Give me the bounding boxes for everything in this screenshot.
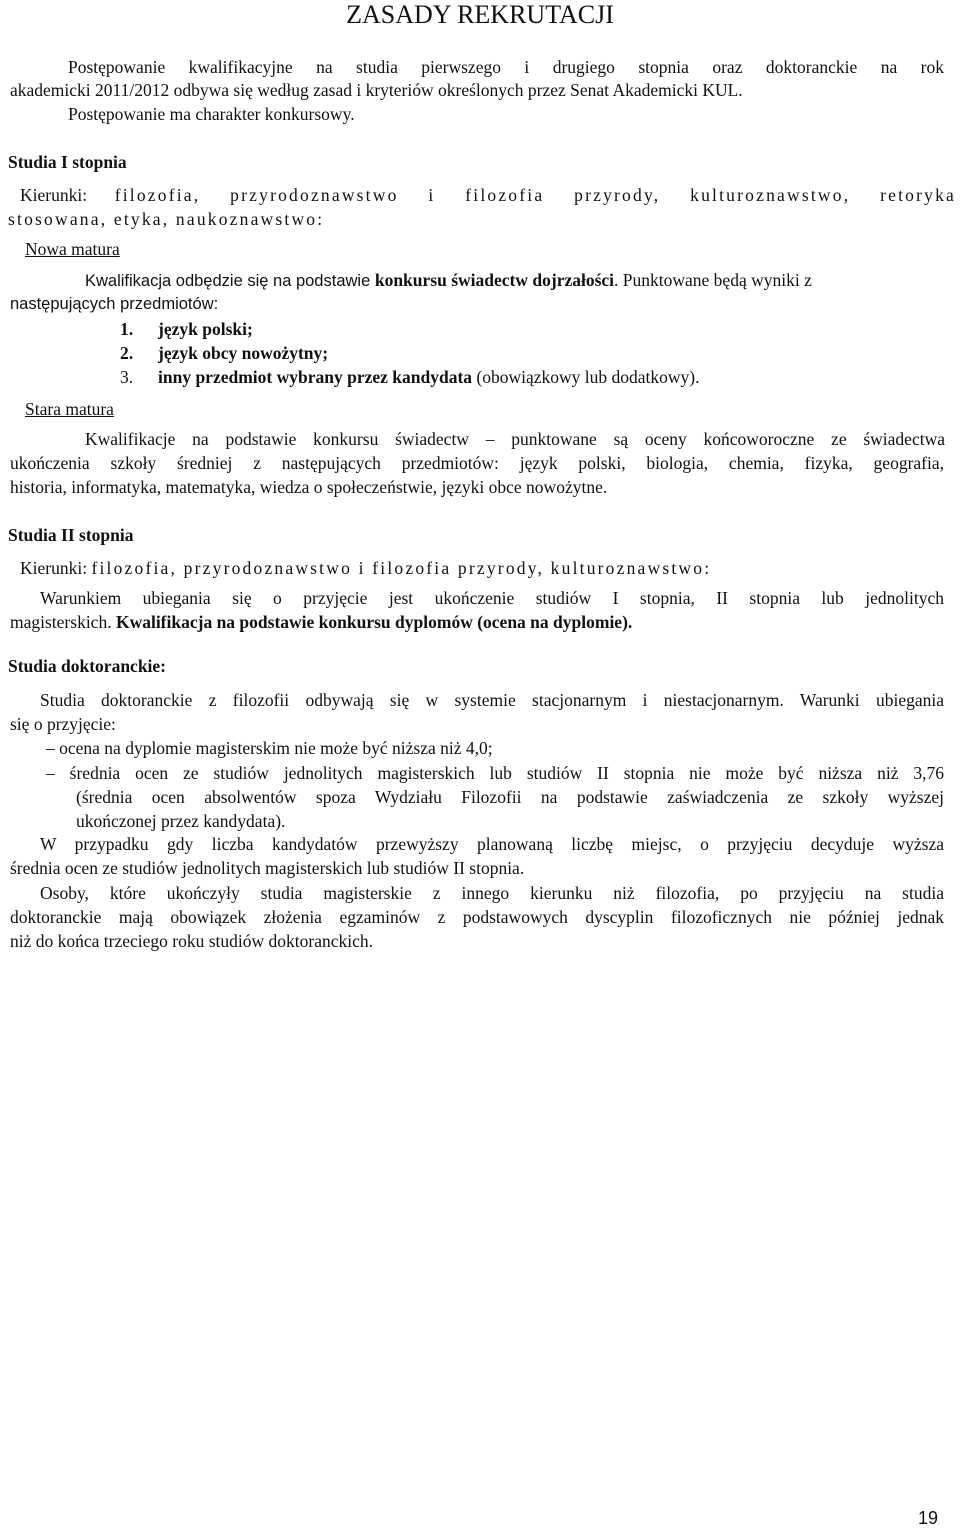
intro-line-1: Postępowanie kwalifikacyjne na studia pierwszego i drugiego stopnia oraz doktoranckie na rok: [68, 57, 944, 77]
doktoranckie-p3-line-2: doktoranckie mają obowiązek złożenia egzaminów z podstawowych dyscyplin filozoficznych nie później jednak: [10, 907, 944, 927]
studia1-kierunki-line-1: [20, 184, 956, 206]
intro-line-2: akademicki 2011/2012 odbywa się według zasad i kryteriów określonych przez Senat Akademicki KUL.: [10, 80, 743, 100]
section-heading-studia-1: Studia I stopnia: [8, 152, 127, 172]
doktoranckie-p2-line-2: średnia ocen ze studiów jednolitych magisterskich lub studiów II stopnia.: [10, 858, 525, 878]
doktoranckie-p2-line-1: W przypadku gdy liczba kandydatów przewyższy planowaną liczbę miejsc, o przyjęciu decyduje wyższa: [40, 834, 944, 854]
kierunki-label: Kierunki:: [20, 185, 88, 205]
nowa-matura-label: Nowa matura: [25, 239, 120, 259]
page-title: ZASADY REKRUTACJI: [346, 0, 614, 29]
intro-line-3: Postępowanie ma charakter konkursowy.: [68, 104, 355, 124]
nowa-matura-paragraph-line-2: następujących przedmiotów:: [10, 295, 219, 313]
bullet-item-continuation: (średnia ocen absolwentów spoza Wydziału Filozofii na podstawie zaświadczenia ze szkoły wyższej: [76, 787, 944, 807]
list-item: [120, 318, 253, 340]
studia1-kierunki-line-2: stosowana, etyka, naukoznawstwo:: [8, 209, 325, 229]
list-item-text: (obowiązkowy lub dodatkowy).: [472, 367, 700, 387]
page-number: 19: [917, 1508, 938, 1528]
doktoranckie-p3-line-1: Osoby, które ukończyły studia magisterskie z innego kierunku niż filozofia, po przyjęciu na studia: [40, 883, 944, 903]
bullet-item: – ocena na dyplomie magisterskim nie może być niższa niż 4,0;: [46, 738, 493, 758]
studia2-kierunki: [20, 557, 711, 579]
bullet-item: – średnia ocen ze studiów jednolitych magisterskich lub studiów II stopnia nie może być niższa niż 3,76: [46, 763, 944, 783]
stara-matura-label: Stara matura: [25, 399, 114, 419]
stara-matura-line-2: ukończenia szkoły średniej z następujących przedmiotów: język polski, biologia, chemia, fizyka, geografia,: [10, 453, 944, 473]
doktoranckie-p1-line-2: się o przyjęcie:: [10, 714, 116, 734]
stara-matura-line-3: historia, informatyka, matematyka, wiedza o społeczeństwie, języki obce nowożytne.: [10, 477, 608, 497]
list-item-number: 2.: [120, 343, 134, 363]
section-heading-studia-2: Studia II stopnia: [8, 525, 134, 545]
studia2-line-1: Warunkiem ubiegania się o przyjęcie jest ukończenie studiów I stopnia, II stopnia lub jednolitych: [40, 588, 944, 608]
studia2-line-2: [10, 611, 632, 633]
kierunki-label: Kierunki:: [20, 558, 88, 578]
list-item-number: 3.: [120, 367, 134, 387]
kierunki-list: filozofia, przyrodoznawstwo i filozofia przyrody, kulturoznawstwo:: [91, 558, 712, 578]
nowa-matura-paragraph-line-1: [85, 269, 945, 292]
list-item-bold: język polski;: [158, 319, 253, 339]
section-heading-doktoranckie: Studia doktoranckie:: [8, 656, 167, 676]
stara-matura-line-1: Kwalifikacje na podstawie konkursu świadectw – punktowane są oceny końcoworoczne ze świadectwa: [85, 429, 945, 449]
kierunki-list: filozofia, przyrodoznawstwo i filozofia przyrody, kulturoznawstwo, retoryka: [114, 185, 956, 205]
studia2-text: magisterskich.: [10, 612, 116, 632]
bullet-item-continuation: ukończonej przez kandydata).: [76, 811, 286, 831]
studia2-bold: Kwalifikacja na podstawie konkursu dyplomów (ocena na dyplomie).: [115, 612, 633, 632]
list-item: [120, 342, 328, 364]
doktoranckie-p3-line-3: niż do końca trzeciego roku studiów doktoranckich.: [10, 931, 374, 951]
nowa-matura-bold: konkursu świadectw dojrzałości: [374, 270, 615, 290]
list-item-bold: język obcy nowożytny;: [158, 343, 329, 363]
nowa-matura-text: Kwalifikacja odbędzie się na podstawie: [85, 272, 375, 290]
doktoranckie-p1-line-1: Studia doktoranckie z filozofii odbywają się w systemie stacjonarnym i niestacjonarnym. Warunki ubiegania: [40, 690, 944, 710]
nowa-matura-text-end: . Punktowane będą wyniki z: [614, 270, 812, 290]
list-item-number: 1.: [120, 319, 134, 339]
list-item-bold: inny przedmiot wybrany przez kandydata: [158, 367, 473, 387]
list-item: [120, 366, 700, 388]
